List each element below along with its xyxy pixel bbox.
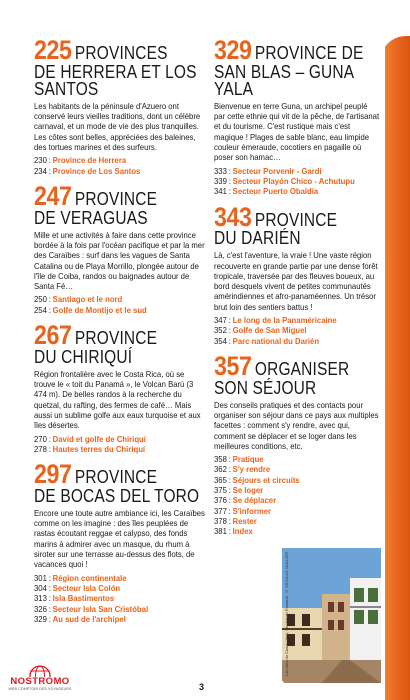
photo-credit: Les rues du Casco Viejo, Ciudad de Panamá. © NICOLAS VAILLIER bbox=[284, 552, 289, 677]
section-title-line2: DU CHIRIQUÍ bbox=[34, 346, 133, 367]
section-heading bbox=[214, 350, 386, 398]
page-number: 3 bbox=[199, 682, 205, 692]
toc-list bbox=[34, 294, 206, 315]
section-heading bbox=[34, 180, 206, 228]
right-column bbox=[214, 35, 380, 545]
section-title-line2: DE HERRERA ET LOS SANTOS bbox=[34, 61, 197, 99]
section-organiser-sejour bbox=[214, 350, 380, 537]
toc-list bbox=[214, 454, 380, 536]
toc-entry[interactable]: 358 : Pratique bbox=[214, 454, 264, 465]
section-title-line1: PROVINCE DE bbox=[254, 43, 364, 63]
toc-entry[interactable]: 354 : Parc national du Darién bbox=[214, 335, 320, 346]
section-veraguas bbox=[34, 180, 206, 315]
toc-entry[interactable]: 347 : Le long de la Panaméricaine bbox=[214, 315, 337, 326]
section-chiriqui bbox=[34, 320, 206, 454]
section-page-number: 225 bbox=[34, 35, 72, 65]
section-title-line2: DE VERAGUAS bbox=[34, 207, 148, 228]
toc-entry[interactable]: 326 : Secteur Isla San Cristóbal bbox=[34, 603, 149, 614]
toc-entry[interactable]: 376 : Se déplacer bbox=[214, 495, 277, 506]
section-description: Des conseils pratiques et des contacts pour organiser son séjour dans ce pays aux multiples facettes : comment s'y rendre, avec qui, comment se déplacer et se loger dans les meilleures conditions, etc. bbox=[214, 399, 379, 451]
toc-entry[interactable]: 362 : S'y rendre bbox=[214, 464, 271, 475]
toc-list bbox=[214, 315, 380, 346]
section-description: Bienvenue en terre Guna, un archipel peuplé par cette ethnie qui vit de la pêche, de l'artisanat et du tourisme. C'est rustique mais c'est magique ! Plages de sable blanc, eau limpide couleur émeraude, cocotiers en pagaille où poser son hamac… bbox=[214, 100, 380, 163]
toc-entry[interactable]: 270 : David et golfe de Chiriquí bbox=[34, 433, 146, 444]
toc-entry[interactable]: 352 : Golfe de San Miguel bbox=[214, 325, 307, 336]
toc-entry[interactable]: 333 : Secteur Porvenir - Gardi bbox=[214, 165, 322, 176]
toc-entry[interactable]: 254 : Golfe de Montijo et le sud bbox=[34, 304, 147, 315]
toc-list bbox=[214, 166, 380, 197]
toc-entry[interactable]: 381 : Index bbox=[214, 526, 253, 537]
section-page-number: 329 bbox=[214, 35, 252, 65]
section-title-line2: DE BOCAS DEL TORO bbox=[34, 485, 200, 506]
toc-entry[interactable]: 313 : Isla Bastimentos bbox=[34, 593, 115, 604]
section-title-line1: ORGANISER bbox=[254, 358, 350, 379]
section-page-number: 357 bbox=[214, 350, 252, 381]
section-description: Mille et une activités à faire dans cette province bordée à la fois par l'océan pacifique et par la mer des Caraïbes : surf dans les vagues de Santa Catalina ou de Playa Morrillo, plongée autour de l'île de Coiba, randos ou baignades autour de Santa Fé… bbox=[34, 229, 205, 292]
toc-entry[interactable]: 304 : Secteur Isla Colón bbox=[34, 582, 121, 593]
section-title-line2: SAN BLAS – GUNA YALA bbox=[214, 61, 354, 99]
toc-entry[interactable]: 230 : Province de Herrera bbox=[34, 155, 127, 166]
toc-entry[interactable]: 341 : Secteur Puerto Obaldía bbox=[214, 186, 319, 197]
section-page-number: 297 bbox=[34, 459, 72, 490]
toc-entry[interactable]: 375 : Se loger bbox=[214, 485, 264, 496]
toc-entry[interactable]: 365 : Séjours et circuits bbox=[214, 474, 300, 485]
toc-entry[interactable]: 377 : S'informer bbox=[214, 505, 272, 516]
section-heading bbox=[34, 459, 206, 506]
section-title-line2: DU DARIÉN bbox=[214, 228, 301, 249]
section-page-number: 267 bbox=[34, 320, 72, 351]
toc-list bbox=[34, 434, 206, 455]
toc-list bbox=[34, 573, 206, 624]
section-description: Là, c'est l'aventure, la vraie ! Une vaste région recouverte en grande partie par une dense forêt tropicale, traversée par des fleuves boueux, au bord desquels vivent de petites communautés amérindiennes et afro-panaméennes. Un trésor brut loin des sentiers battus ! bbox=[214, 250, 378, 312]
section-description: Région frontalière avec le Costa Rica, où se trouve le « toit du Panamá », le Volcan Barú (3 474 m). De belles randos à la recherche du quetzal, du rafting, des fermes de café… Mais aussi un sublime golfe aux eaux turquoise et aux îles désertes. bbox=[34, 368, 201, 431]
toc-entry[interactable]: 234 : Province de Los Santos bbox=[34, 165, 141, 176]
toc-list bbox=[34, 155, 206, 176]
toc-entry[interactable]: 250 : Santiago et le nord bbox=[34, 294, 123, 305]
toc-entry[interactable]: 278 : Hautes terres du Chiriquí bbox=[34, 443, 146, 454]
section-heading bbox=[214, 201, 386, 249]
section-page-number: 343 bbox=[214, 201, 252, 232]
section-heading bbox=[34, 35, 206, 99]
left-column bbox=[34, 35, 206, 632]
toc-entry[interactable]: 301 : Région continentale bbox=[34, 572, 127, 583]
toc-entry[interactable]: 378 : Rester bbox=[214, 515, 257, 526]
section-description: Les habitants de la péninsule d'Azuero ont conservé leurs vieilles traditions, dont un célèbre carnaval, et un mode de vie des plus tranquilles. Les côtes sont belles, appréciées des baleines, des tortues marines et des surfeurs. bbox=[34, 100, 201, 153]
section-title-line1: PROVINCE bbox=[74, 188, 158, 209]
toc-entry[interactable]: 329 : Au sud de l'archipel bbox=[34, 613, 126, 624]
logo-brand: NOSTROMO bbox=[10, 676, 70, 687]
colonial-street-illustration bbox=[282, 548, 381, 683]
logo-tagline: WEB COMPTOIR DES VOYAGEURS bbox=[8, 687, 72, 691]
section-herrera-los-santos bbox=[34, 35, 206, 176]
section-title-line1: PROVINCE bbox=[254, 209, 338, 230]
section-heading bbox=[214, 35, 386, 99]
section-bocas-del-toro bbox=[34, 459, 206, 624]
section-page-number: 247 bbox=[34, 180, 72, 211]
section-san-blas bbox=[214, 35, 380, 197]
section-title-line1: PROVINCE bbox=[74, 467, 158, 488]
section-darien bbox=[214, 201, 380, 346]
section-title-line1: PROVINCES bbox=[74, 43, 168, 63]
section-description: Encore une toute autre ambiance ici, les Caraïbes comme on les imagine : des îles peuplées de rastas écoutant reggae et calypso, des fonds marins à admirer avec un masque, du rhum à siroter sur une terrasse au-dessus des flots, de vacances quoi ! bbox=[34, 507, 205, 570]
nostromo-logo bbox=[4, 664, 76, 694]
section-title-line1: PROVINCE bbox=[74, 328, 158, 349]
section-title-line2: SON SÉJOUR bbox=[214, 377, 317, 398]
toc-entry[interactable]: 339 : Secteur Playón Chico - Achutupu bbox=[214, 175, 355, 186]
street-photo bbox=[282, 548, 381, 683]
section-heading bbox=[34, 320, 206, 367]
